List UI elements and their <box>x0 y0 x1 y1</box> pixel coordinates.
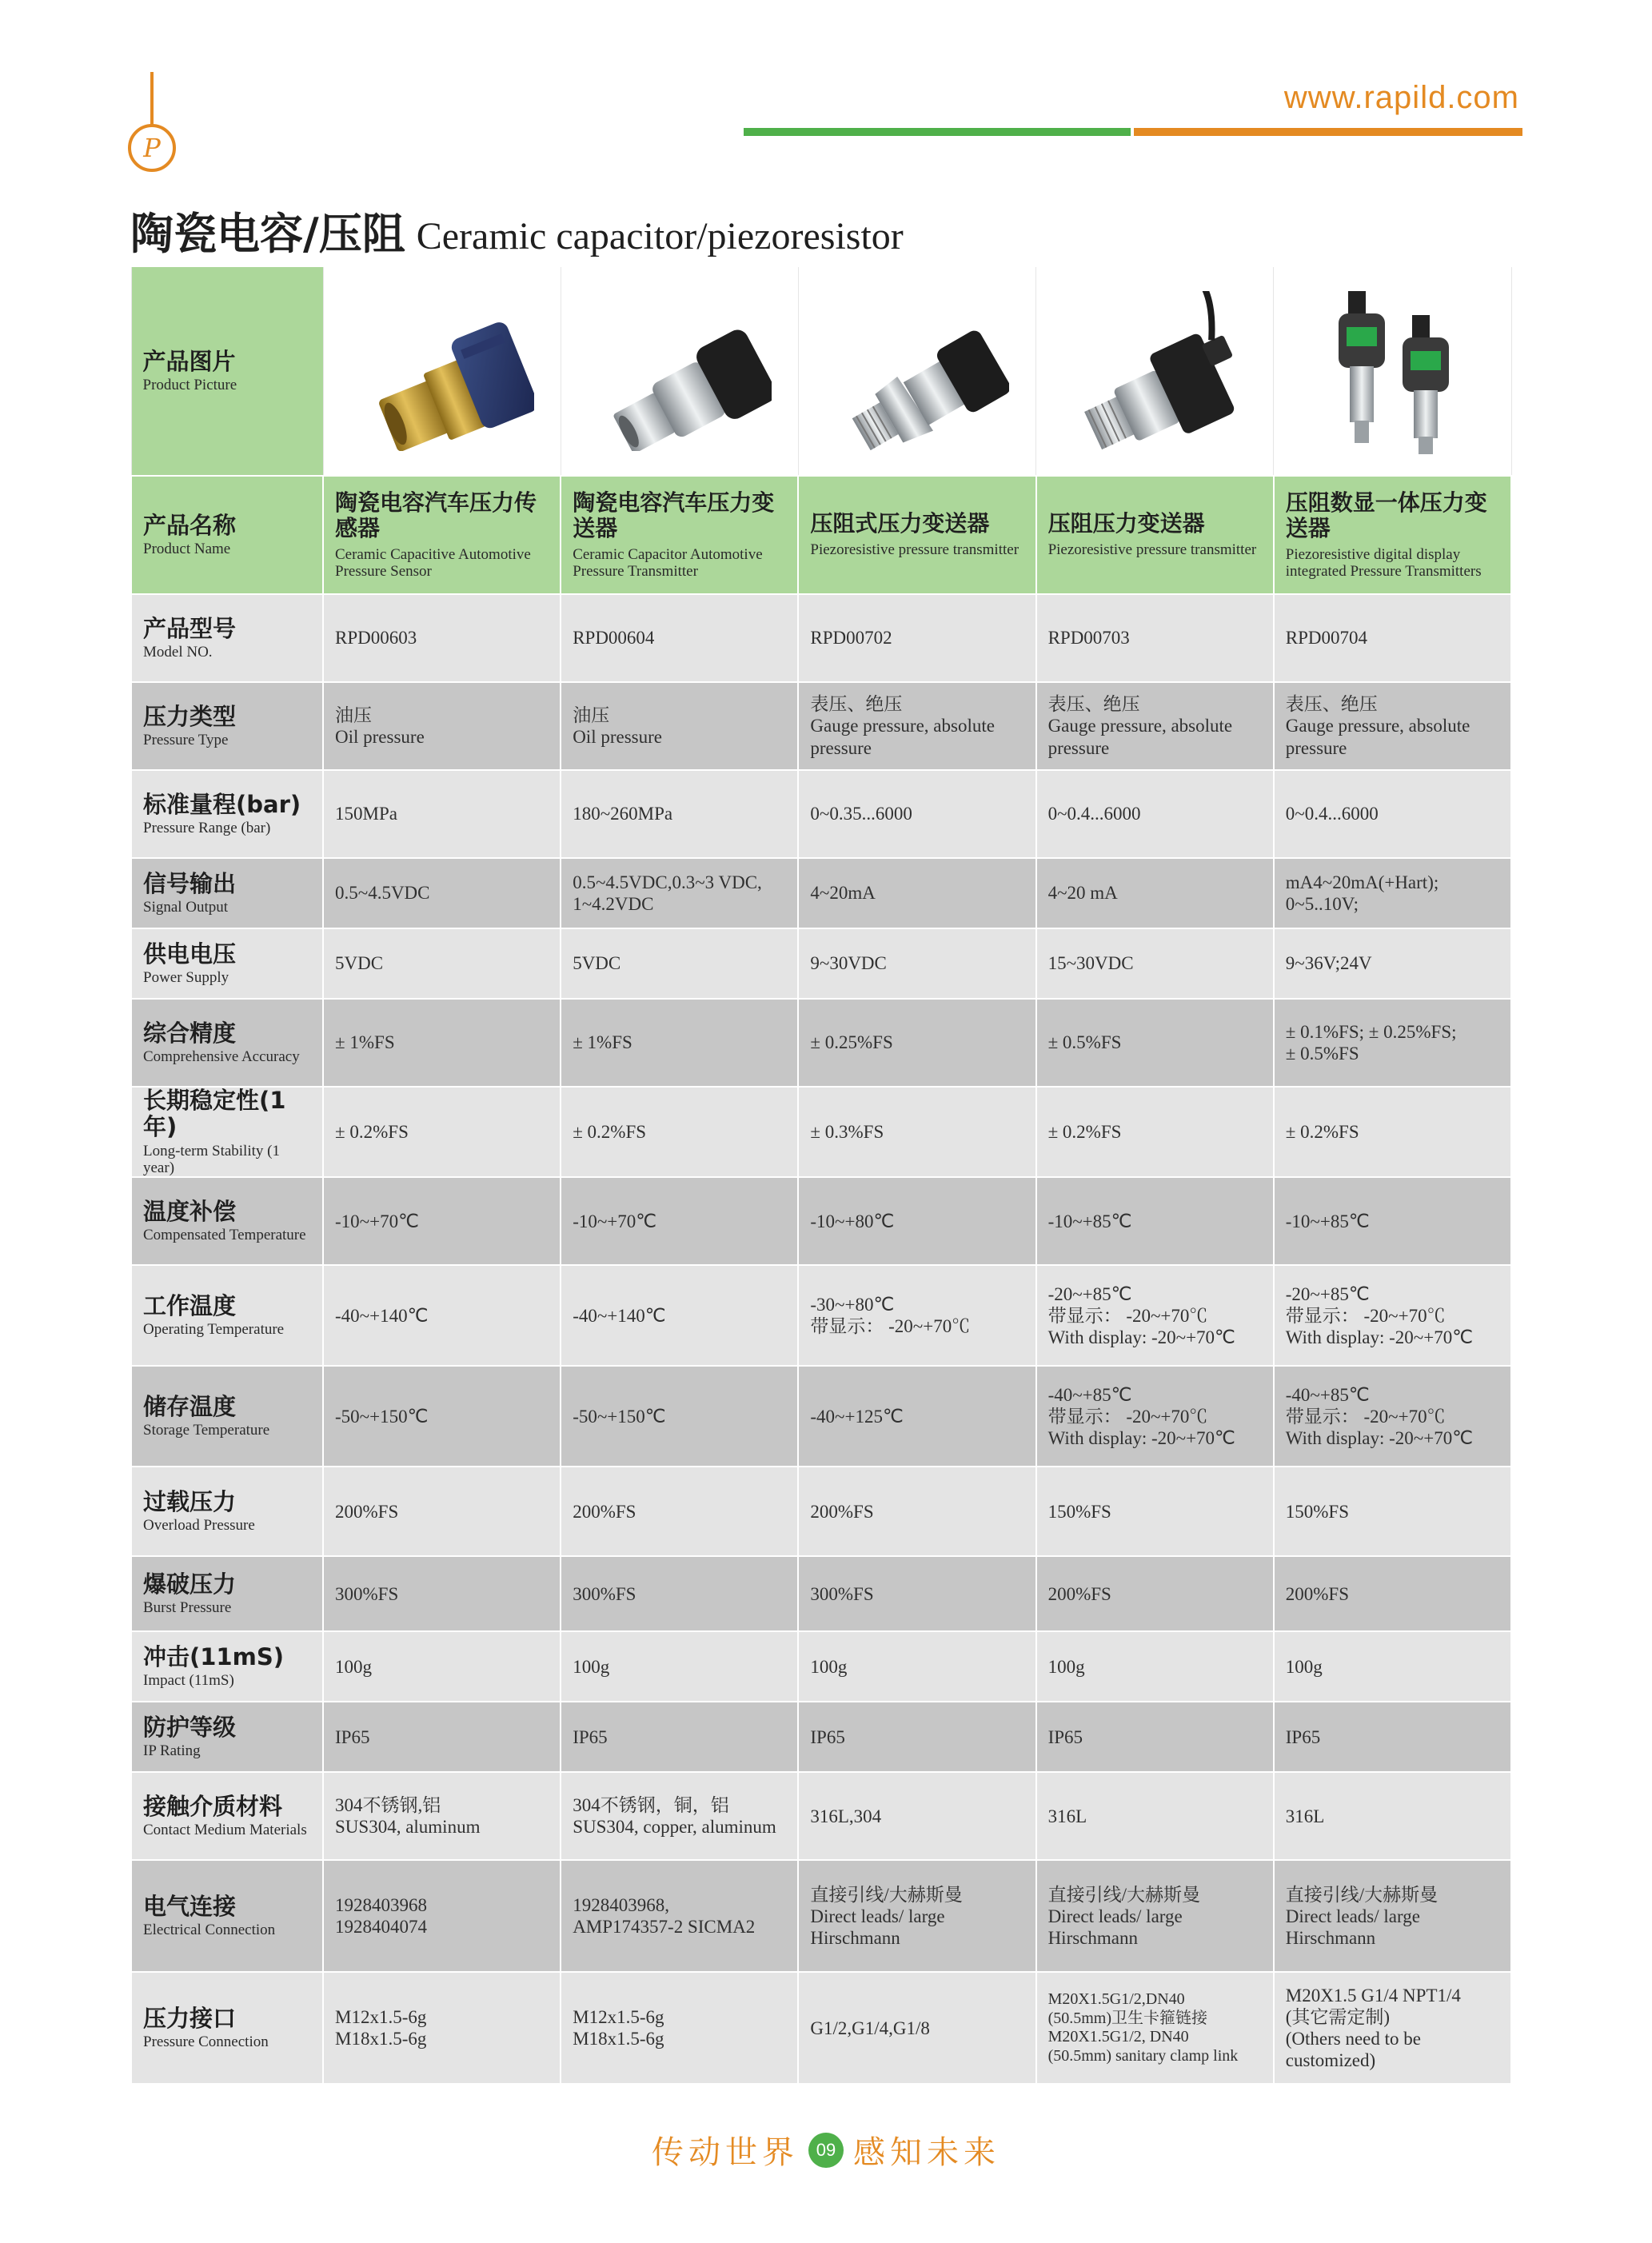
cell-value: ± 0.5%FS <box>1047 1032 1122 1053</box>
cell-value: M20X1.5G1/2,DN40 (50.5mm)卫生卡箍链接 M20X1.5G1/2, DN40 (50.5mm) sanitary clamp link <box>1047 1990 1239 2065</box>
table-cell <box>1036 1177 1274 1265</box>
table-cell <box>1036 928 1274 999</box>
title-english: Ceramic capacitor/piezoresistor <box>416 215 904 257</box>
table-cell <box>561 1631 798 1702</box>
cell-value: RPD00603 <box>335 628 417 649</box>
product-name-en: Piezoresistive pressure transmitter <box>1047 541 1257 559</box>
row-label <box>131 1366 323 1467</box>
cell-value: ± 0.2%FS <box>573 1122 647 1143</box>
cell-value: 200%FS <box>810 1501 874 1522</box>
table-cell <box>561 682 798 770</box>
title-chinese: 陶瓷电容/压阻 <box>130 209 405 259</box>
cell-value: 300%FS <box>335 1583 399 1604</box>
table-row <box>131 1772 1511 1860</box>
row-label <box>131 1467 323 1556</box>
page-number-badge: 09 <box>808 2133 844 2168</box>
table-cell <box>1036 1972 1274 2084</box>
label-en: Contact Medium Materials <box>143 1822 307 1839</box>
table-cell <box>798 1087 1035 1177</box>
cell-value: 1928403968, AMP174357-2 SICMA2 <box>573 1895 756 1938</box>
table-row <box>131 1631 1511 1702</box>
table-row <box>131 1366 1511 1467</box>
label-en: Signal Output <box>143 899 229 916</box>
cell-value: 15~30VDC <box>1047 953 1134 974</box>
table-cell <box>798 594 1035 682</box>
table-cell <box>798 1772 1035 1860</box>
cell-value: 0.5~4.5VDC <box>335 883 430 904</box>
label-en: Product Picture <box>142 377 237 394</box>
cell-value: 100g <box>1285 1656 1323 1677</box>
label-en: Operating Temperature <box>143 1321 285 1339</box>
table-cell <box>1274 1972 1511 2084</box>
table-cell <box>1036 1087 1274 1177</box>
label-cn: 防护等级 <box>143 1713 237 1741</box>
product-name-cell <box>323 476 561 594</box>
label-cn: 标准量程(bar) <box>143 790 301 818</box>
cell-value: 1928403968 1928404074 <box>335 1895 427 1938</box>
table-cell <box>1274 1860 1511 1972</box>
table-cell <box>798 1631 1035 1702</box>
table-cell <box>1274 1772 1511 1860</box>
cell-value: 304不锈钢，铜，铝 SUS304, copper, aluminum <box>573 1795 776 1838</box>
table-cell <box>323 594 561 682</box>
cell-value: 直接引线/大赫斯曼 Direct leads/ large Hirschmann <box>1047 1884 1200 1948</box>
label-cn: 储存温度 <box>143 1392 237 1420</box>
row-label <box>131 999 323 1087</box>
table-cell <box>1274 1265 1511 1366</box>
cell-value: RPD00604 <box>573 628 655 649</box>
cell-value: ± 1%FS <box>573 1032 632 1053</box>
logo-letter: P <box>143 133 161 163</box>
table-cell <box>1036 1772 1274 1860</box>
table-cell <box>561 1177 798 1265</box>
table-cell <box>561 1087 798 1177</box>
footer <box>0 2127 1652 2173</box>
cell-value: 表压、绝压 Gauge pressure, absolute pressure <box>1285 694 1470 758</box>
cell-value: RPD00702 <box>810 628 892 649</box>
label-cn: 综合精度 <box>143 1019 237 1047</box>
table-cell <box>323 928 561 999</box>
cell-value: 200%FS <box>1047 1583 1111 1604</box>
cell-value: -40~+85℃ 带显示： -20~+70℃ With display: -20~+70℃ <box>1047 1384 1235 1448</box>
table-cell <box>798 858 1035 928</box>
cell-value: 300%FS <box>573 1583 636 1604</box>
table-cell <box>798 1556 1035 1631</box>
table-cell <box>561 1366 798 1467</box>
label-en: Storage Temperature <box>143 1422 270 1439</box>
label-en: Model NO. <box>143 644 213 661</box>
product-picture-1 <box>323 266 561 476</box>
label-en: Pressure Connection <box>143 2033 269 2051</box>
table-cell <box>1036 1860 1274 1972</box>
table-cell <box>323 1265 561 1366</box>
cell-value: 0~0.4...6000 <box>1285 804 1379 824</box>
table-row <box>131 858 1511 928</box>
slogan-left: 传动世界 <box>652 2134 799 2171</box>
cell-value: -10~+70℃ <box>573 1211 657 1231</box>
row-label <box>131 1772 323 1860</box>
label-cn: 冲击(11mS) <box>143 1642 284 1670</box>
row-label <box>131 1972 323 2084</box>
table-cell <box>1274 928 1511 999</box>
product-name-cn: 陶瓷电容汽车压力变送器 <box>573 489 775 541</box>
label-cn: 压力类型 <box>143 702 237 730</box>
cell-value: 150%FS <box>1285 1501 1349 1522</box>
label-cn: 过载压力 <box>143 1487 237 1515</box>
label-cn: 接触介质材料 <box>143 1792 283 1820</box>
label-en: Electrical Connection <box>143 1922 276 1939</box>
table-cell <box>1274 594 1511 682</box>
label-en: Comprehensive Accuracy <box>143 1048 300 1066</box>
product-picture-3 <box>798 266 1035 476</box>
product-name-cn: 陶瓷电容汽车压力传感器 <box>335 489 537 541</box>
cell-value: -10~+85℃ <box>1285 1211 1370 1231</box>
label-cn: 产品名称 <box>143 511 237 539</box>
table-row <box>131 1467 1511 1556</box>
row-label <box>131 928 323 999</box>
cell-value: IP65 <box>1285 1726 1321 1747</box>
table-cell <box>561 858 798 928</box>
row-label <box>131 594 323 682</box>
row-label <box>131 1265 323 1366</box>
table-cell <box>561 594 798 682</box>
table-cell <box>1274 999 1511 1087</box>
cell-value: 200%FS <box>335 1501 399 1522</box>
table-cell <box>323 1772 561 1860</box>
label-en: Pressure Range (bar) <box>143 820 271 837</box>
cell-value: -30~+80℃ 带显示： -20~+70℃ <box>810 1295 971 1337</box>
table-cell <box>1274 1467 1511 1556</box>
table-row-picture <box>131 266 1511 476</box>
cell-value: 0~0.4...6000 <box>1047 804 1141 824</box>
cell-value: mA4~20mA(+Hart); 0~5..10V; <box>1285 872 1439 914</box>
table-row <box>131 1972 1511 2084</box>
table-cell <box>1274 1177 1511 1265</box>
header-rule-green <box>744 128 1131 136</box>
product-name-cell <box>798 476 1035 594</box>
cell-value: IP65 <box>573 1726 608 1747</box>
row-label <box>131 1860 323 1972</box>
table-cell <box>1274 1366 1511 1467</box>
cell-value: 4~20 mA <box>1047 883 1118 904</box>
row-label <box>131 476 323 594</box>
product-name-cn: 压阻式压力变送器 <box>810 510 990 537</box>
cell-value: 150MPa <box>335 804 397 824</box>
cell-value: -20~+85℃ 带显示： -20~+70℃ With display: -20~+70℃ <box>1047 1283 1235 1347</box>
cell-value: IP65 <box>335 1726 370 1747</box>
cell-value: -10~+85℃ <box>1047 1211 1132 1231</box>
cell-value: 316L,304 <box>810 1806 882 1826</box>
table-cell <box>561 770 798 858</box>
label-cn: 压力接口 <box>143 2004 237 2032</box>
cell-value: 180~260MPa <box>573 804 673 824</box>
row-label <box>131 1631 323 1702</box>
table-cell <box>323 1467 561 1556</box>
cell-value: -40~+85℃ 带显示： -20~+70℃ With display: -20~+70℃ <box>1285 1384 1474 1448</box>
cell-value: RPD00704 <box>1285 628 1367 649</box>
cell-value: ± 0.25%FS <box>810 1032 893 1053</box>
table-cell <box>1036 1265 1274 1366</box>
cell-value: 直接引线/大赫斯曼 Direct leads/ large Hirschmann <box>1285 1884 1439 1948</box>
cell-value: ± 0.2%FS <box>335 1122 409 1143</box>
connector-transmitter-icon <box>1063 291 1247 451</box>
label-cn: 供电电压 <box>143 940 237 968</box>
row-label <box>131 1556 323 1631</box>
table-cell <box>561 1860 798 1972</box>
cell-value: 304不锈钢,铝 SUS304, aluminum <box>335 1795 481 1838</box>
cell-value: -50~+150℃ <box>573 1406 666 1427</box>
table-cell <box>798 1860 1035 1972</box>
table-cell <box>1036 770 1274 858</box>
cell-value: ± 0.2%FS <box>1285 1122 1359 1143</box>
header-rule-orange <box>1134 128 1522 136</box>
table-cell <box>1036 1702 1274 1772</box>
table-row <box>131 682 1511 770</box>
cell-value: 9~36V;24V <box>1285 953 1372 974</box>
label-cn: 电气连接 <box>143 1892 237 1920</box>
table-cell <box>798 1177 1035 1265</box>
table-cell <box>323 1702 561 1772</box>
company-logo <box>120 72 184 176</box>
spec-table <box>130 265 1512 2085</box>
table-cell <box>323 858 561 928</box>
table-cell <box>798 999 1035 1087</box>
cell-value: 200%FS <box>1285 1583 1349 1604</box>
cell-value: IP65 <box>810 1726 845 1747</box>
cell-value: 5VDC <box>335 953 384 974</box>
label-cn: 产品型号 <box>143 614 237 642</box>
product-picture-4 <box>1036 266 1274 476</box>
table-cell <box>1274 1556 1511 1631</box>
cell-value: ± 1%FS <box>335 1032 395 1053</box>
label-cn: 长期稳定性(1年) <box>143 1087 286 1141</box>
cell-value: -10~+80℃ <box>810 1211 895 1231</box>
label-en: Pressure Type <box>143 732 229 749</box>
label-en: Compensated Temperature <box>143 1227 306 1244</box>
cell-value: RPD00703 <box>1047 628 1130 649</box>
cell-value: 150%FS <box>1047 1501 1111 1522</box>
table-cell <box>798 1467 1035 1556</box>
table-cell <box>323 1087 561 1177</box>
table-cell <box>1036 1556 1274 1631</box>
product-name-cn: 压阻压力变送器 <box>1047 510 1205 537</box>
table-cell <box>798 1265 1035 1366</box>
table-cell <box>323 1556 561 1631</box>
table-cell <box>1274 770 1511 858</box>
cell-value: -40~+140℃ <box>335 1305 429 1326</box>
product-name-en: Ceramic Capacitive Automotive Pressure Sensor <box>335 545 531 581</box>
table-cell <box>323 770 561 858</box>
table-row-product-name <box>131 476 1511 594</box>
cell-value: -40~+140℃ <box>573 1305 666 1326</box>
cell-value: 表压、绝压 Gauge pressure, absolute pressure <box>1047 694 1233 758</box>
label-cn: 产品图片 <box>142 347 236 375</box>
product-picture-5 <box>1274 266 1511 476</box>
table-row <box>131 1860 1511 1972</box>
table-cell <box>798 1972 1035 2084</box>
product-name-cell <box>1274 476 1511 594</box>
table-row <box>131 928 1511 999</box>
cell-value: 316L <box>1285 1806 1325 1826</box>
label-en: Impact (11mS) <box>143 1672 234 1690</box>
website-url[interactable]: www.rapild.com <box>1283 80 1519 115</box>
table-cell <box>323 1860 561 1972</box>
table-cell <box>798 1702 1035 1772</box>
table-cell <box>1274 1631 1511 1702</box>
table-cell <box>1036 1467 1274 1556</box>
cell-value: 5VDC <box>573 953 621 974</box>
row-label <box>131 266 323 476</box>
threaded-transmitter-icon <box>825 291 1009 451</box>
cell-value: IP65 <box>1047 1726 1083 1747</box>
table-cell <box>323 1177 561 1265</box>
label-en: Long-term Stability (1 year) <box>143 1142 280 1176</box>
cell-value: ± 0.1%FS; ± 0.25%FS; ± 0.5%FS <box>1285 1021 1457 1064</box>
table-row <box>131 770 1511 858</box>
cell-value: 直接引线/大赫斯曼 Direct leads/ large Hirschmann <box>810 1884 963 1948</box>
cell-value: 0.5~4.5VDC,0.3~3 VDC, 1~4.2VDC <box>573 872 762 914</box>
cell-value: 0~0.35...6000 <box>810 804 912 824</box>
row-label <box>131 770 323 858</box>
label-en: IP Rating <box>143 1742 201 1760</box>
table-row <box>131 1556 1511 1631</box>
row-label <box>131 682 323 770</box>
table-row <box>131 1177 1511 1265</box>
table-cell <box>561 1265 798 1366</box>
table-cell <box>323 1366 561 1467</box>
cell-value: 4~20mA <box>810 883 876 904</box>
cell-value: 表压、绝压 Gauge pressure, absolute pressure <box>810 694 995 758</box>
table-cell <box>798 928 1035 999</box>
page-title <box>130 200 904 261</box>
cell-value: 100g <box>810 1656 848 1677</box>
table-cell <box>798 682 1035 770</box>
cell-value: 9~30VDC <box>810 953 887 974</box>
table-row <box>131 1265 1511 1366</box>
cell-value: 油压 Oil pressure <box>335 704 425 747</box>
cell-value: 100g <box>335 1656 372 1677</box>
table-cell <box>561 1556 798 1631</box>
cell-value: -40~+125℃ <box>810 1406 904 1427</box>
cell-value: M12x1.5-6g M18x1.5-6g <box>335 2007 427 2049</box>
cell-value: 200%FS <box>573 1501 636 1522</box>
cell-value: M12x1.5-6g M18x1.5-6g <box>573 2007 664 2049</box>
table-cell <box>1036 1631 1274 1702</box>
label-en: Product Name <box>143 541 231 558</box>
product-name-en: Ceramic Capacitor Automotive Pressure Transmitter <box>573 545 763 581</box>
steel-transmitter-icon <box>588 291 772 451</box>
table-cell <box>323 1631 561 1702</box>
table-cell <box>1274 1087 1511 1177</box>
label-en: Overload Pressure <box>143 1517 255 1535</box>
row-label <box>131 1087 323 1177</box>
table-cell <box>561 999 798 1087</box>
product-name-cell <box>561 476 798 594</box>
cell-value: -50~+150℃ <box>335 1406 429 1427</box>
table-row <box>131 1702 1511 1772</box>
label-en: Power Supply <box>143 969 229 987</box>
cell-value: 316L <box>1047 1806 1087 1826</box>
table-cell <box>561 1702 798 1772</box>
cell-value: 100g <box>573 1656 610 1677</box>
table-cell <box>1036 594 1274 682</box>
label-cn: 信号输出 <box>143 869 237 897</box>
table-cell <box>1274 682 1511 770</box>
cell-value: G1/2,G1/4,G1/8 <box>810 2018 930 2038</box>
table-cell <box>561 1772 798 1860</box>
label-cn: 温度补偿 <box>143 1197 237 1225</box>
label-cn: 爆破压力 <box>143 1570 237 1598</box>
cell-value: ± 0.3%FS <box>810 1122 884 1143</box>
cell-value: 300%FS <box>810 1583 874 1604</box>
row-label <box>131 1702 323 1772</box>
table-cell <box>561 1467 798 1556</box>
product-picture-2 <box>561 266 798 476</box>
cell-value: 100g <box>1047 1656 1085 1677</box>
table-cell <box>1274 858 1511 928</box>
product-name-en: Piezoresistive pressure transmitter <box>810 541 1020 559</box>
table-cell <box>798 770 1035 858</box>
table-cell <box>1036 999 1274 1087</box>
table-row <box>131 999 1511 1087</box>
label-en: Burst Pressure <box>143 1599 232 1617</box>
table-cell <box>323 1972 561 2084</box>
label-cn: 工作温度 <box>143 1291 237 1319</box>
digital-display-transmitter-icon <box>1300 283 1484 459</box>
table-cell <box>1036 1366 1274 1467</box>
row-label <box>131 1177 323 1265</box>
brass-sensor-icon <box>350 291 534 451</box>
table-row <box>131 594 1511 682</box>
table-cell <box>561 928 798 999</box>
row-label <box>131 858 323 928</box>
cell-value: M20X1.5 G1/4 NPT1/4 (其它需定制) (Others need to be customized) <box>1285 1985 1461 2071</box>
table-cell <box>323 682 561 770</box>
cell-value: ± 0.2%FS <box>1047 1122 1122 1143</box>
table-cell <box>798 1366 1035 1467</box>
cell-value: -10~+70℃ <box>335 1211 419 1231</box>
table-cell <box>1036 858 1274 928</box>
table-cell <box>1036 682 1274 770</box>
table-cell <box>561 1972 798 2084</box>
product-name-cn: 压阻数显一体压力变送器 <box>1285 489 1487 541</box>
table-cell <box>323 999 561 1087</box>
product-name-cell <box>1036 476 1274 594</box>
cell-value: 油压 Oil pressure <box>573 704 662 747</box>
table-cell <box>1274 1702 1511 1772</box>
cell-value: -20~+85℃ 带显示： -20~+70℃ With display: -20~+70℃ <box>1285 1283 1474 1347</box>
slogan-right: 感知未来 <box>853 2134 1000 2171</box>
product-name-en: Piezoresistive digital display integrated Pressure Transmitters <box>1285 545 1482 581</box>
table-row <box>131 1087 1511 1177</box>
